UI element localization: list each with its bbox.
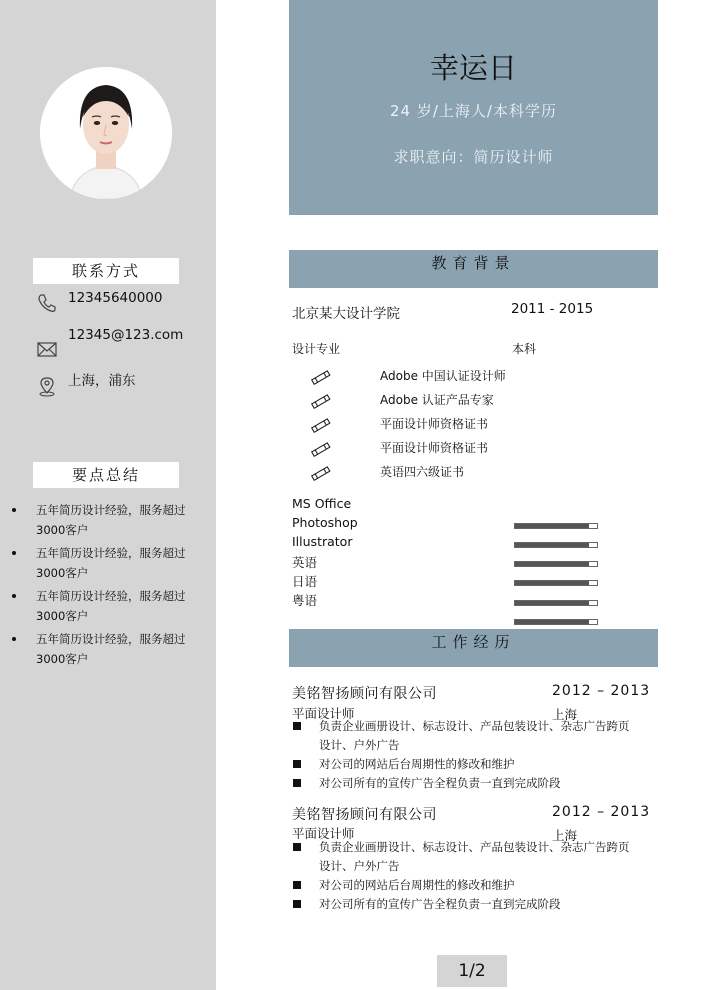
diploma-icon (310, 393, 332, 411)
skill-level-fill (515, 524, 589, 528)
diploma-icon (310, 465, 332, 483)
duty-text: 对公司所有的宣传广告全程负责一直到完成阶段 (319, 897, 561, 911)
square-bullet-icon (293, 843, 301, 851)
skill-level-fill (515, 601, 589, 605)
job-dates: 2012 – 2013 (552, 804, 651, 820)
skill-label: Illustrator (292, 534, 353, 549)
square-bullet-icon (293, 779, 301, 787)
degree: 本科 (512, 342, 537, 356)
square-bullet-icon (293, 760, 301, 768)
avatar (40, 67, 172, 199)
profile-objective: 求职意向：简历设计师 (393, 148, 554, 166)
skill-level-fill (515, 562, 589, 566)
job-title: 平面设计师 (292, 826, 355, 841)
duty-text: 对公司的网站后台周期性的修改和维护 (319, 878, 515, 892)
contact-email (36, 327, 206, 351)
job-duty (293, 876, 633, 895)
certificate-label: 平面设计师资格证书 (380, 441, 489, 455)
duty-text: 对公司的网站后台周期性的修改和维护 (319, 757, 515, 771)
skill-label: MS Office (292, 496, 352, 511)
job-duty (293, 755, 633, 774)
education-heading: 教育背景 (289, 250, 658, 288)
portrait-photo (40, 67, 172, 199)
job-duty (293, 838, 633, 876)
contact-heading: 联系方式 (33, 258, 179, 284)
skill-level-bar (514, 580, 598, 586)
phone-number: 12345640000 (68, 290, 163, 306)
highlight-item: 五年简历设计经验，服务超过3000客户 (10, 500, 200, 540)
job-dates: 2012 – 2013 (552, 683, 651, 699)
skill-level-fill (515, 581, 589, 585)
school-name: 北京某大设计学院 (292, 306, 400, 322)
skill-level-fill (515, 543, 589, 547)
location-text: 上海，浦东 (68, 373, 136, 389)
work-heading: 工作经历 (289, 629, 658, 667)
phone-icon (36, 292, 58, 314)
skill-label: 粤语 (292, 593, 318, 608)
square-bullet-icon (293, 722, 301, 730)
job-company: 美铭智扬顾问有限公司 (292, 807, 437, 823)
certificate-label: Adobe 中国认证设计师 (380, 369, 506, 383)
highlight-item: 五年简历设计经验，服务超过3000客户 (10, 543, 200, 583)
sidebar (0, 0, 216, 990)
job-duty (293, 717, 633, 755)
job-company: 美铭智扬顾问有限公司 (292, 686, 437, 702)
certificate-label: Adobe 认证产品专家 (380, 393, 494, 407)
skill-level-bar (514, 600, 598, 606)
contact-phone (36, 290, 206, 314)
job-duty (293, 774, 633, 793)
job-duty (293, 895, 633, 914)
skill-label: Photoshop (292, 515, 358, 530)
certificate-item (310, 391, 570, 413)
job-title: 平面设计师 (292, 706, 355, 721)
certificate-label: 平面设计师资格证书 (380, 417, 489, 431)
page-number: 1/2 (437, 955, 507, 987)
contact-location (36, 369, 206, 393)
square-bullet-icon (293, 900, 301, 908)
certificate-label: 英语四六级证书 (380, 465, 465, 479)
job-city: 上海 (552, 707, 578, 722)
certificate-item (310, 367, 570, 389)
email-address: 12345@123.com (68, 327, 184, 343)
job-city: 上海 (552, 828, 578, 843)
profile-header (289, 0, 658, 215)
education-years: 2011 - 2015 (511, 301, 594, 317)
skill-level-bar (514, 619, 598, 625)
skill-label: 日语 (292, 574, 318, 589)
highlight-item: 五年简历设计经验，服务超过3000客户 (10, 629, 200, 669)
diploma-icon (310, 441, 332, 459)
skill-level-bar (514, 542, 598, 548)
skill-level-bar (514, 561, 598, 567)
certificate-item (310, 463, 570, 485)
skill-level-fill (515, 620, 589, 624)
skill-level-bar (514, 523, 598, 529)
highlights-heading: 要点总结 (33, 462, 179, 488)
major: 设计专业 (292, 342, 341, 356)
square-bullet-icon (293, 881, 301, 889)
duty-text: 负责企业画册设计、标志设计、产品包装设计、杂志广告跨页设计、户外广告 (319, 719, 630, 752)
certificate-item (310, 415, 570, 437)
diploma-icon (310, 417, 332, 435)
certificate-item (310, 439, 570, 461)
diploma-icon (310, 369, 332, 387)
duty-text: 负责企业画册设计、标志设计、产品包装设计、杂志广告跨页设计、户外广告 (319, 840, 630, 873)
highlights-list (10, 500, 200, 672)
highlight-item: 五年简历设计经验，服务超过3000客户 (10, 586, 200, 626)
profile-name: 幸运日 (429, 51, 517, 85)
skill-label: 英语 (292, 555, 318, 570)
profile-summary: 24 岁/上海人/本科学历 (390, 102, 557, 120)
mail-icon (36, 339, 58, 361)
duty-text: 对公司所有的宣传广告全程负责一直到完成阶段 (319, 776, 561, 790)
location-pin-icon (36, 375, 58, 397)
